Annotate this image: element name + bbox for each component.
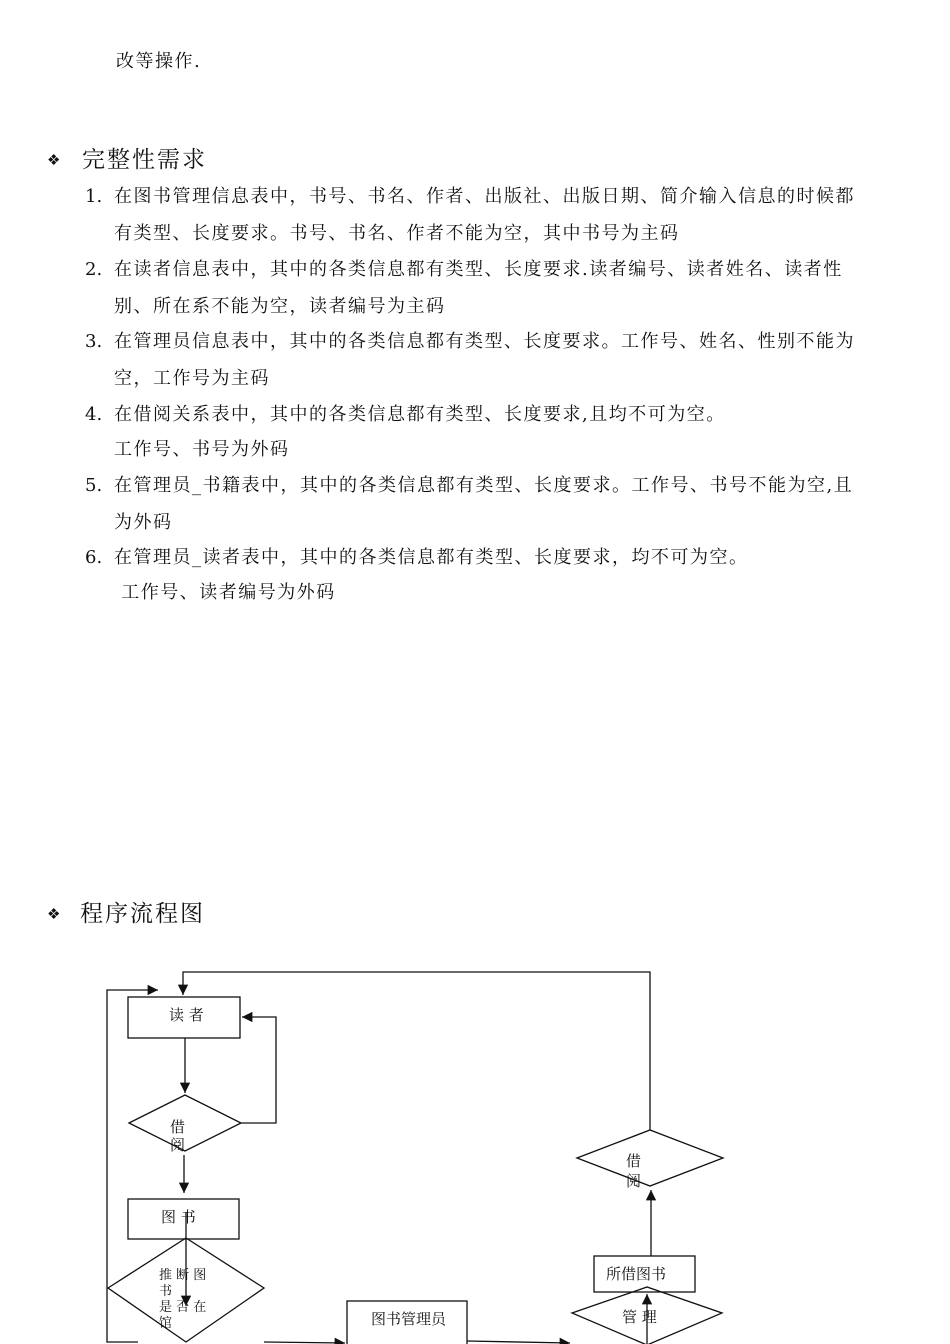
reader-label: 读 者	[169, 1006, 204, 1024]
check-label: 馆	[159, 1316, 173, 1331]
list-item-line: 在管理员信息表中，其中的各类信息都有类型、长度要求。工作号、姓名、性别不能为	[114, 331, 855, 352]
list-item-number: 2.	[85, 259, 103, 280]
borrow-left-label: 借	[170, 1118, 186, 1136]
list-item-line: 工作号、读者编号为外码	[114, 582, 336, 603]
book-label: 图 书	[161, 1208, 196, 1226]
list-item-line: 在管理员_读者表中，其中的各类信息都有类型、长度要求，均不可为空。	[114, 547, 749, 568]
list-item-number: 1.	[85, 186, 103, 207]
borrow-diamond-right	[577, 1130, 723, 1186]
librarian-label: 图书管理员	[371, 1310, 447, 1328]
program-flowchart	[0, 940, 950, 1344]
check-label: 是 否 在	[159, 1300, 207, 1315]
diamond-bullet-icon: ❖	[47, 905, 61, 923]
list-item-line: 别、所在系不能为空，读者编号为主码	[114, 296, 446, 317]
list-item-number: 3.	[85, 331, 103, 352]
list-item-line: 在读者信息表中，其中的各类信息都有类型、长度要求.读者编号、读者姓名、读者性	[114, 259, 843, 280]
list-item-line: 工作号、书号为外码	[114, 439, 290, 460]
list-item-number: 5.	[85, 475, 103, 496]
section-title-flowchart: 程序流程图	[80, 901, 205, 927]
list-item-line: 在借阅关系表中，其中的各类信息都有类型、长度要求,且均不可为空。	[114, 404, 726, 425]
borrow-left-label: 阅	[170, 1136, 186, 1154]
loop-connector	[241, 1017, 276, 1123]
list-item-line: 有类型、长度要求。书号、书名、作者不能为空，其中书号为主码	[114, 223, 680, 244]
check-label: 推 断 图	[159, 1268, 207, 1283]
list-item-number: 4.	[85, 404, 103, 425]
check-label: 书	[159, 1284, 173, 1299]
return-connector-top	[183, 972, 650, 1130]
list-item-number: 6.	[85, 547, 103, 568]
list-item-line: 空，工作号为主码	[114, 368, 270, 389]
manage-label: 管 理	[622, 1308, 657, 1326]
connector-check-librarian	[264, 1342, 345, 1343]
section-title-integrity: 完整性需求	[82, 147, 207, 173]
borrowed-books-label: 所借图书	[606, 1265, 667, 1283]
connector-librarian-manage	[467, 1341, 570, 1343]
list-item-line: 在图书管理信息表中，书号、书名、作者、出版社、出版日期、简介输入信息的时候都	[114, 186, 855, 207]
list-item-line: 为外码	[114, 512, 173, 533]
borrow-right-label: 阅	[626, 1172, 642, 1190]
return-connector-left	[107, 990, 158, 1342]
list-item-line: 在管理员_书籍表中，其中的各类信息都有类型、长度要求。工作号、书号不能为空,且	[114, 475, 854, 496]
continuation-text: 改等操作.	[116, 51, 202, 72]
diamond-bullet-icon: ❖	[47, 151, 61, 169]
borrow-right-label: 借	[626, 1152, 642, 1170]
